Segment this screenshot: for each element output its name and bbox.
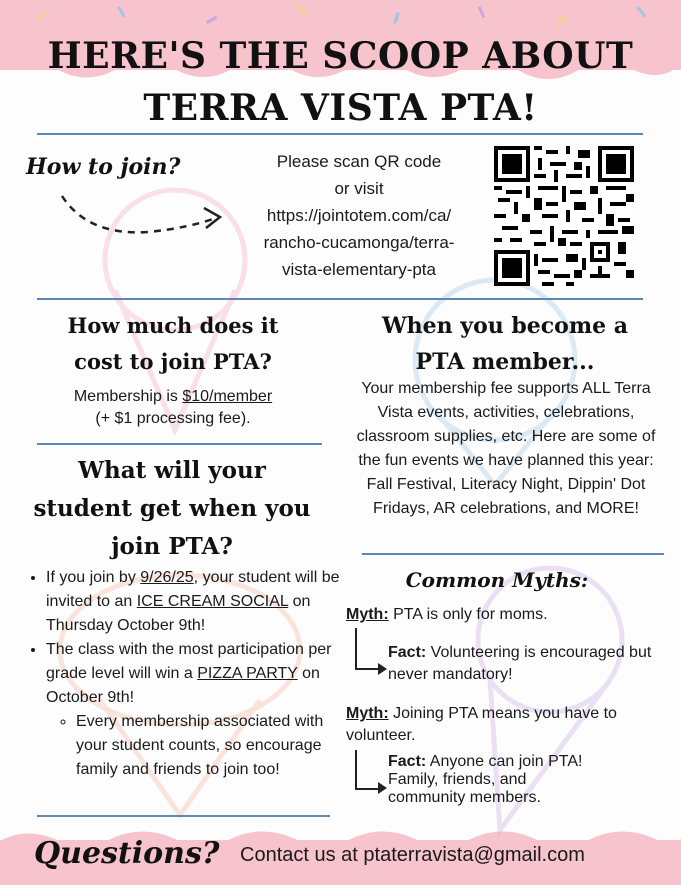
ice-cream-social-label: ICE CREAM SOCIAL <box>136 593 289 610</box>
common-myths-heading: Common Myths: <box>405 568 589 592</box>
cost-heading-line: How much does it <box>67 313 279 338</box>
list-item: • The class with the most participation per grade level will win a PIZZA PARTY on October 9th! ◦ Every membership associated with your student counts, so encourage family and friends to join too! <box>46 638 340 782</box>
cost-heading-line: cost to join PTA? <box>74 349 272 374</box>
myth-label: Myth: <box>346 705 389 722</box>
cost-prefix: Membership is <box>73 388 183 405</box>
how-to-join-heading: How to join? <box>26 154 181 180</box>
join-line: Please scan QR code <box>276 152 442 171</box>
myth-item: Myth: PTA is only for moms. <box>346 606 548 623</box>
member-heading-line: When you become a <box>381 313 629 339</box>
membership-price: $10/member <box>182 388 273 405</box>
student-heading-line: student get when you <box>33 495 311 522</box>
contact-email-text[interactable]: Contact us at ptaterravista@gmail.com <box>240 844 585 866</box>
student-heading-line: join PTA? <box>111 533 233 560</box>
cost-heading <box>28 308 318 380</box>
member-heading-line: PTA member... <box>415 349 595 375</box>
arrow-head-icon <box>378 782 387 794</box>
member-description: Your membership fee supports ALL Terra Vista events, activities, celebrations, classroom supplies, etc. Here are some of the fun events we have planned this year: Fall Festival, Literacy Night, Dippin' Dot Fridays, AR celebrations, and MORE! <box>356 380 656 517</box>
questions-heading: Questions? <box>34 836 220 871</box>
divider <box>37 298 643 300</box>
join-line: or visit <box>334 179 384 198</box>
list-item: • If you join by 9/26/25, your student will be invited to an ICE CREAM SOCIAL on Thursday October 9th! <box>46 566 340 638</box>
title-line-2: TERRA VISTA PTA! <box>143 87 538 129</box>
myth-label: Myth: <box>346 606 389 623</box>
fact-item: Fact: Anyone can join PTA! Family, friends, and community members. <box>388 753 583 806</box>
join-url-line[interactable]: vista-elementary-pta <box>281 260 436 279</box>
student-heading-line: What will your <box>78 457 266 484</box>
page-title <box>0 30 681 134</box>
sub-list-item: ◦ Every membership associated with your student counts, so encourage family and friends to join too! <box>76 710 340 782</box>
student-benefits-heading <box>14 452 330 566</box>
member-heading <box>345 308 665 380</box>
deadline-date: 9/26/25 <box>140 569 194 586</box>
arrow-head-icon <box>378 663 387 675</box>
divider <box>362 553 664 555</box>
title-line-1: HERE'S THE SCOOP ABOUT <box>47 35 634 77</box>
cost-suffix: (+ $1 processing fee). <box>95 410 251 427</box>
divider <box>37 133 643 135</box>
cost-description <box>28 386 318 430</box>
join-url-line[interactable]: https://jointotem.com/ca/ <box>266 206 452 225</box>
fact-label: Fact: <box>388 644 427 661</box>
join-url-line[interactable]: rancho-cucamonga/terra- <box>263 233 455 252</box>
qr-code-icon[interactable] <box>494 146 634 286</box>
myth-item: Myth: Joining PTA means you have to volunteer. <box>346 705 617 744</box>
dashed-arrow-icon <box>58 188 228 248</box>
join-instructions <box>236 148 482 283</box>
pizza-party-label: PIZZA PARTY <box>197 665 298 682</box>
fact-label: Fact: <box>388 753 427 770</box>
fact-item: Fact: Volunteering is encouraged but never mandatory! <box>388 644 652 683</box>
divider <box>37 443 322 445</box>
divider <box>37 815 330 817</box>
student-benefits-list <box>22 566 340 782</box>
